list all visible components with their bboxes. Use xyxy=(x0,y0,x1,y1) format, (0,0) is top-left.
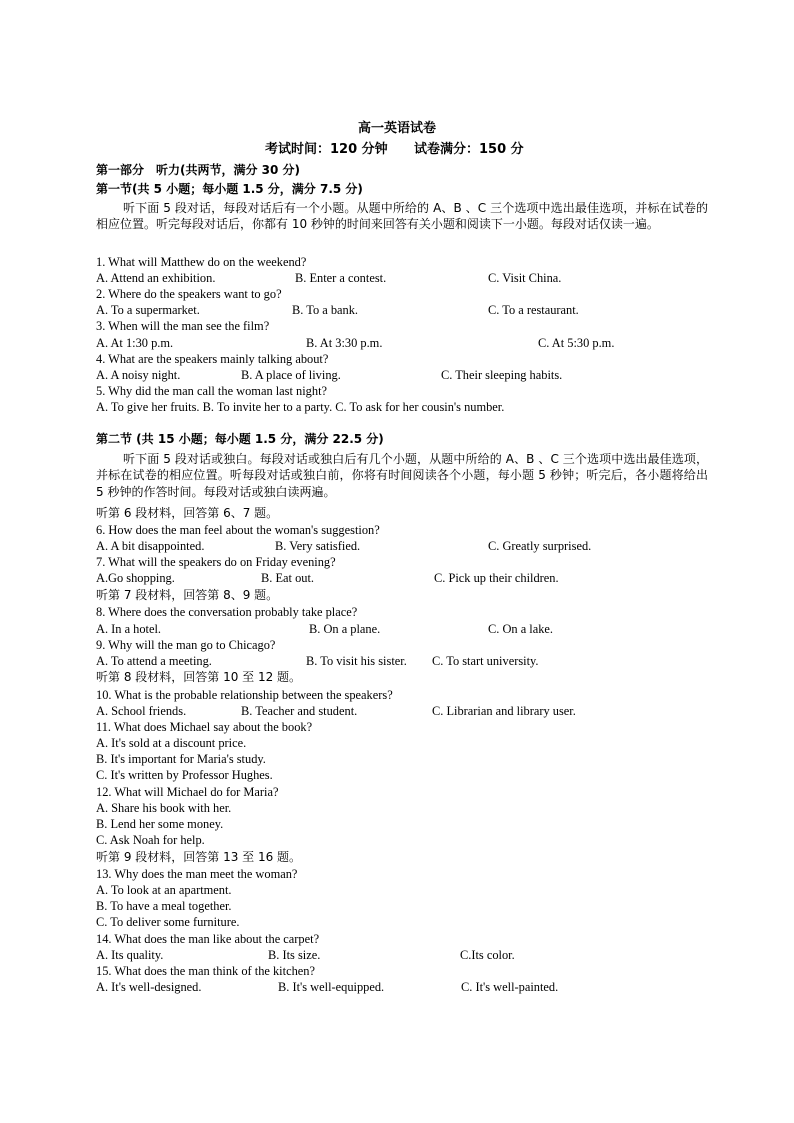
q3-option-b[interactable]: B. At 3:30 p.m. xyxy=(306,336,383,350)
question-8: 8. Where does the conversation probably take place? xyxy=(96,605,358,619)
q3-option-a[interactable]: A. At 1:30 p.m. xyxy=(96,336,174,350)
q3-option-c[interactable]: C. At 5:30 p.m. xyxy=(538,336,615,350)
q9-option-b[interactable]: B. To visit his sister. xyxy=(306,654,407,668)
question-9: 9. Why will the man go to Chicago? xyxy=(96,638,276,652)
question-5: 5. Why did the man call the woman last night? xyxy=(96,384,328,398)
question-1: 1. What will Matthew do on the weekend? xyxy=(96,255,307,269)
q13-option-b[interactable]: B. To have a meal together. xyxy=(96,899,232,913)
q8-option-a[interactable]: A. In a hotel. xyxy=(96,622,162,636)
section2-heading: 第二节 (共 15 小题；每小题 1.5 分，满分 22.5 分) xyxy=(96,432,384,446)
q2-option-b[interactable]: B. To a bank. xyxy=(292,303,359,317)
q10-option-c[interactable]: C. Librarian and library user. xyxy=(432,704,576,718)
q9-option-a[interactable]: A. To attend a meeting. xyxy=(96,654,212,668)
q11-option-b[interactable]: B. It's important for Maria's study. xyxy=(96,752,266,766)
q14-option-c[interactable]: C.Its color. xyxy=(460,948,515,962)
q6-option-b[interactable]: B. Very satisfied. xyxy=(275,539,361,553)
question-7: 7. What will the speakers do on Friday evening? xyxy=(96,555,336,569)
q15-option-a[interactable]: A. It's well-designed. xyxy=(96,980,202,994)
q12-option-c[interactable]: C. Ask Noah for help. xyxy=(96,833,205,847)
q10-option-a[interactable]: A. School friends. xyxy=(96,704,187,718)
q11-option-a[interactable]: A. It's sold at a discount price. xyxy=(96,736,247,750)
q8-option-c[interactable]: C. On a lake. xyxy=(488,622,554,636)
question-15: 15. What does the man think of the kitchen? xyxy=(96,964,315,978)
q6-option-a[interactable]: A. A bit disappointed. xyxy=(96,539,205,553)
q7-option-b[interactable]: B. Eat out. xyxy=(261,571,314,585)
q2-option-c[interactable]: C. To a restaurant. xyxy=(488,303,579,317)
q7-option-a[interactable]: A.Go shopping. xyxy=(96,571,175,585)
section2-instructions: 听下面 5 段对话或独白。每段对话或独白后有几个小题，从题中所给的 A、B 、C 三个选项中选出最佳选项，并标在试卷的相应位置。听每段对话或独白前，你将有时间阅读各个小题，每小题 5 秒钟；听完后，各小题将给出 5 秒钟的作答时间。每段对话或独白读两遍。 xyxy=(96,452,708,499)
question-3: 3. When will the man see the film? xyxy=(96,319,270,333)
q1-option-b[interactable]: B. Enter a contest. xyxy=(295,271,387,285)
exam-full-score: 试卷满分：150 分 xyxy=(414,142,524,157)
question-11: 11. What does Michael say about the book? xyxy=(96,720,313,734)
q4-option-c[interactable]: C. Their sleeping habits. xyxy=(441,368,563,382)
exam-title: 高一英语试卷 xyxy=(357,121,436,136)
section1-heading: 第一节(共 5 小题；每小题 1.5 分，满分 7.5 分) xyxy=(96,182,363,196)
q14-option-a[interactable]: A. Its quality. xyxy=(96,948,164,962)
group-7-instruction: 听第 7 段材料，回答第 8、9 题。 xyxy=(96,588,279,602)
q6-option-c[interactable]: C. Greatly surprised. xyxy=(488,539,592,553)
group-9-instruction: 听第 9 段材料，回答第 13 至 16 题。 xyxy=(96,850,302,864)
q4-option-a[interactable]: A. A noisy night. xyxy=(96,368,181,382)
q12-option-a[interactable]: A. Share his book with her. xyxy=(96,801,232,815)
question-4: 4. What are the speakers mainly talking about? xyxy=(96,352,329,366)
q13-option-c[interactable]: C. To deliver some furniture. xyxy=(96,915,240,929)
q1-option-c[interactable]: C. Visit China. xyxy=(488,271,562,285)
q5-options[interactable]: A. To give her fruits. B. To invite her to a party. C. To ask for her cousin's number. xyxy=(96,400,505,414)
question-13: 13. Why does the man meet the woman? xyxy=(96,867,298,881)
q8-option-b[interactable]: B. On a plane. xyxy=(309,622,381,636)
exam-time: 考试时间：120 分钟 xyxy=(265,142,388,157)
question-14: 14. What does the man like about the carpet? xyxy=(96,932,320,946)
question-10: 10. What is the probable relationship between the speakers? xyxy=(96,688,393,702)
q11-option-c[interactable]: C. It's written by Professor Hughes. xyxy=(96,768,273,782)
q10-option-b[interactable]: B. Teacher and student. xyxy=(241,704,358,718)
q14-option-b[interactable]: B. Its size. xyxy=(268,948,321,962)
q1-option-a[interactable]: A. Attend an exhibition. xyxy=(96,271,216,285)
question-6: 6. How does the man feel about the woman's suggestion? xyxy=(96,523,380,537)
q15-option-c[interactable]: C. It's well-painted. xyxy=(461,980,559,994)
q7-option-c[interactable]: C. Pick up their children. xyxy=(434,571,559,585)
part1-heading: 第一部分 听力(共两节，满分 30 分) xyxy=(96,163,301,177)
question-12: 12. What will Michael do for Maria? xyxy=(96,785,279,799)
q9-option-c[interactable]: C. To start university. xyxy=(432,654,539,668)
question-2: 2. Where do the speakers want to go? xyxy=(96,287,282,301)
q4-option-b[interactable]: B. A place of living. xyxy=(241,368,341,382)
q12-option-b[interactable]: B. Lend her some money. xyxy=(96,817,224,831)
group-6-instruction: 听第 6 段材料，回答第 6、7 题。 xyxy=(96,506,279,520)
q2-option-a[interactable]: A. To a supermarket. xyxy=(96,303,200,317)
group-8-instruction: 听第 8 段材料，回答第 10 至 12 题。 xyxy=(96,670,302,684)
q13-option-a[interactable]: A. To look at an apartment. xyxy=(96,883,232,897)
q15-option-b[interactable]: B. It's well-equipped. xyxy=(278,980,385,994)
section1-instructions: 听下面 5 段对话，每段对话后有一个小题。从题中所给的 A、B 、C 三个选项中选出最佳选项，并标在试卷的相应位置。听完每段对话后，你都有 10 秒钟的时间来回答有关小题和阅读下一小题。每段对话仅读一遍。 xyxy=(96,201,708,232)
